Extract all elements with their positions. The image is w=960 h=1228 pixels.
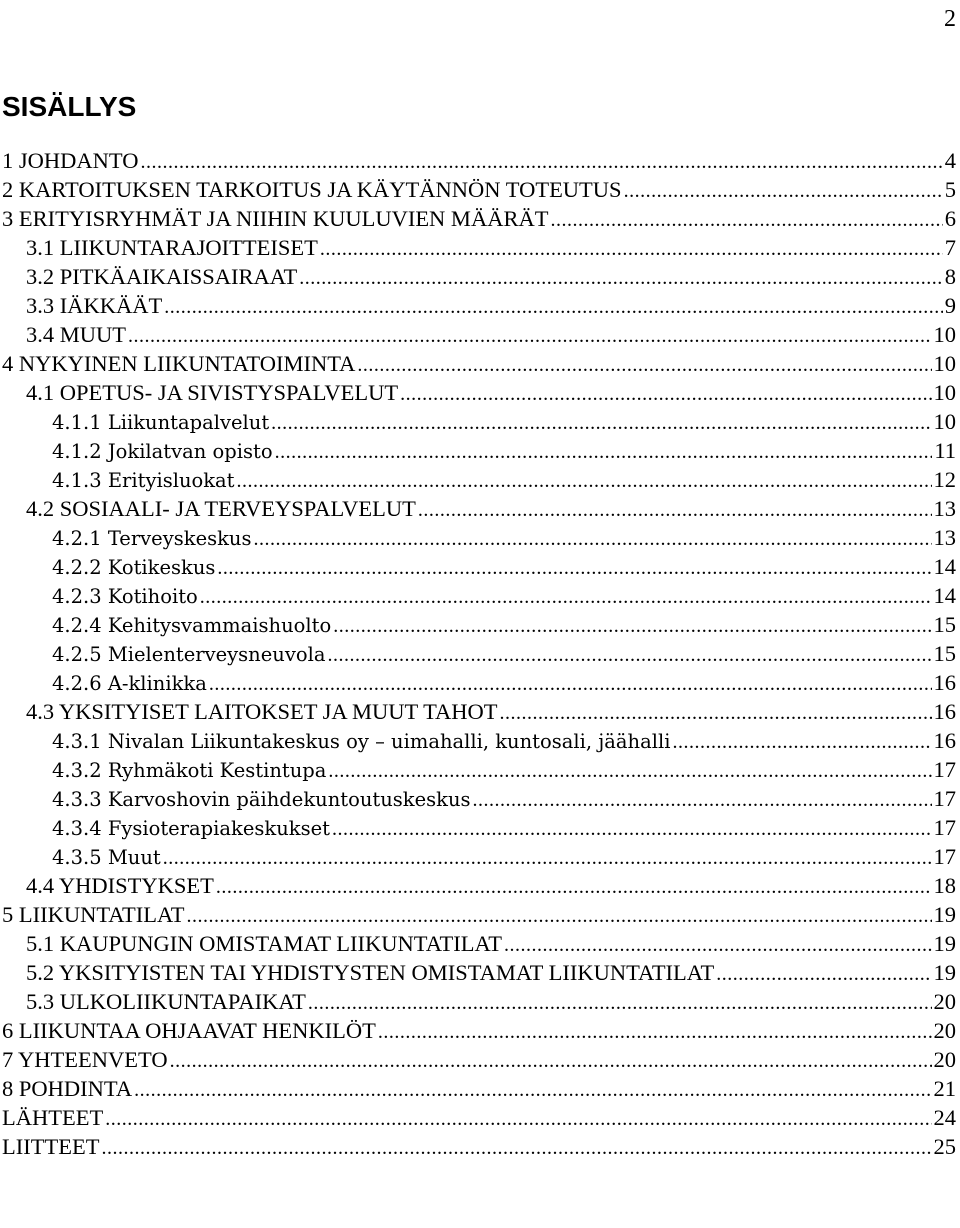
toc-entry-page-number: 10 (933, 351, 956, 376)
toc-dot-leader (237, 467, 932, 496)
toc-entry-title: 8 POHDINTA (2, 1076, 133, 1101)
toc-entry[interactable] (0, 262, 956, 291)
toc-entry[interactable] (0, 929, 956, 958)
toc-entry-title: 3 ERITYISRYHMÄT JA NIIHIN KUULUVIEN MÄÄRÄT (2, 206, 549, 231)
toc-entry-title: 4.2.6 A-klinikka (52, 672, 207, 695)
toc-entry[interactable] (0, 494, 956, 523)
toc-entry[interactable] (0, 784, 956, 813)
toc-entry-page-number: 19 (933, 960, 956, 985)
page-number: 2 (944, 6, 956, 32)
toc-entry[interactable] (0, 291, 956, 320)
toc-entry-page-number: 6 (944, 206, 956, 231)
toc-dot-leader (299, 264, 942, 293)
toc-entry[interactable] (0, 1132, 956, 1161)
toc-entry-page-number: 20 (933, 989, 956, 1014)
toc-entry[interactable] (0, 1103, 956, 1132)
toc-entry-title: 4.3.1 Nivalan Liikuntakeskus oy – uimahalli, kuntosali, jäähalli (52, 730, 671, 753)
toc-entry-page-number: 17 (933, 815, 956, 840)
toc-entry[interactable] (0, 320, 956, 349)
toc-entry-page-number: 14 (933, 583, 956, 608)
toc-entry-page-number: 20 (933, 1018, 956, 1043)
toc-dot-leader (200, 583, 932, 612)
toc-entry-title: 4.3.5 Muut (52, 846, 161, 869)
toc-entry-title: 4.2.4 Kehitysvammaishuolto (52, 614, 332, 637)
toc-entry[interactable] (0, 1045, 956, 1074)
toc-dot-leader (504, 931, 932, 960)
toc-dot-leader (418, 496, 932, 525)
toc-entry-page-number: 10 (933, 409, 956, 434)
toc-entry[interactable] (0, 958, 956, 987)
toc-dot-leader (101, 1134, 931, 1163)
toc-entry-page-number: 16 (933, 728, 956, 753)
toc-entry[interactable] (0, 349, 956, 378)
toc-entry-title: 3.2 PITKÄAIKAISSAIRAAT (26, 264, 298, 289)
toc-entry-title: 5.3 ULKOLIIKUNTAPAIKAT (26, 989, 306, 1014)
toc-dot-leader (164, 293, 943, 322)
toc-dot-leader (187, 902, 932, 931)
toc-entry-title: 5.1 KAUPUNGIN OMISTAMAT LIIKUNTATILAT (26, 931, 502, 956)
toc-entry[interactable] (0, 523, 956, 552)
toc-dot-leader (254, 525, 932, 554)
toc-entry-title: 4.1 OPETUS- JA SIVISTYSPALVELUT (26, 380, 399, 405)
toc-entry-page-number: 16 (933, 699, 956, 724)
toc-entry-page-number: 15 (933, 612, 956, 637)
toc-entry[interactable] (0, 697, 956, 726)
toc-entry[interactable] (0, 987, 956, 1016)
toc-entry-title: 4.3.2 Ryhmäkoti Kestintupa (52, 759, 327, 782)
toc-entry-page-number: 8 (944, 264, 956, 289)
toc-entry-title: LIITTEET (2, 1134, 100, 1159)
toc-entry-title: 4.3 YKSITYISET LAITOKSET JA MUUT TAHOT (26, 699, 498, 724)
toc-entry-title: 6 LIIKUNTAA OHJAAVAT HENKILÖT (2, 1018, 376, 1043)
table-of-contents (0, 146, 956, 1161)
toc-entry[interactable] (0, 1016, 956, 1045)
toc-dot-leader (716, 960, 931, 989)
toc-entry-title: 4.2 SOSIAALI- JA TERVEYSPALVELUT (26, 496, 416, 521)
toc-dot-leader (333, 612, 931, 641)
toc-entry[interactable] (0, 146, 956, 175)
toc-entry-title: 5 LIIKUNTATILAT (2, 902, 185, 927)
toc-dot-leader (357, 351, 931, 380)
toc-dot-leader (550, 206, 942, 235)
toc-entry-page-number: 20 (933, 1047, 956, 1072)
toc-entry-title: 4.2.5 Mielenterveysneuvola (52, 643, 326, 666)
toc-entry-title: 4.1.3 Erityisluokat (52, 469, 235, 492)
toc-entry[interactable] (0, 813, 956, 842)
toc-entry-page-number: 10 (933, 380, 956, 405)
toc-entry-page-number: 9 (944, 293, 956, 318)
toc-dot-leader (275, 438, 933, 467)
toc-entry-page-number: 4 (944, 148, 956, 173)
toc-entry-page-number: 21 (933, 1076, 956, 1101)
toc-entry-page-number: 15 (933, 641, 956, 666)
toc-entry[interactable] (0, 378, 956, 407)
toc-entry-title: 4.2.3 Kotihoito (52, 585, 198, 608)
toc-dot-leader (128, 322, 932, 351)
toc-entry-page-number: 19 (933, 902, 956, 927)
toc-dot-leader (308, 989, 932, 1018)
toc-entry[interactable] (0, 842, 956, 871)
toc-entry[interactable] (0, 465, 956, 494)
toc-entry[interactable] (0, 436, 956, 465)
toc-dot-leader (327, 641, 931, 670)
toc-entry-page-number: 10 (933, 322, 956, 347)
toc-dot-leader (400, 380, 931, 409)
toc-entry-page-number: 7 (944, 235, 956, 260)
toc-dot-leader (271, 409, 931, 438)
toc-dot-leader (320, 235, 943, 264)
toc-entry[interactable] (0, 204, 956, 233)
toc-dot-leader (170, 1047, 932, 1076)
toc-entry-page-number: 18 (933, 873, 956, 898)
toc-entry-title: 4.3.3 Karvoshovin päihdekuntoutuskeskus (52, 788, 471, 811)
toc-entry-title: 1 JOHDANTO (2, 148, 139, 173)
toc-entry-page-number: 14 (933, 554, 956, 579)
toc-entry-page-number: 24 (933, 1105, 956, 1130)
toc-entry-title: 3.4 MUUT (26, 322, 126, 347)
toc-entry-page-number: 16 (933, 670, 956, 695)
toc-dot-leader (473, 786, 932, 815)
toc-entry-page-number: 17 (933, 757, 956, 782)
toc-entry-page-number: 19 (933, 931, 956, 956)
toc-title: SISÄLLYS (2, 91, 137, 122)
toc-entry-title: 4.2.2 Kotikeskus (52, 556, 216, 579)
toc-entry-title: 3.1 LIIKUNTARAJOITTEISET (26, 235, 318, 260)
toc-entry[interactable] (0, 175, 956, 204)
toc-entry[interactable] (0, 900, 956, 929)
toc-entry-title: 4 NYKYINEN LIIKUNTATOIMINTA (2, 351, 356, 376)
toc-entry-page-number: 13 (933, 496, 956, 521)
toc-dot-leader (672, 728, 931, 757)
toc-entry[interactable] (0, 610, 956, 639)
toc-entry-title: LÄHTEET (2, 1105, 104, 1130)
toc-dot-leader (216, 873, 932, 902)
toc-dot-leader (500, 699, 932, 728)
toc-entry-page-number: 25 (933, 1134, 956, 1159)
toc-dot-leader (105, 1105, 931, 1134)
toc-entry[interactable] (0, 726, 956, 755)
toc-entry[interactable] (0, 639, 956, 668)
toc-entry-title: 4.1.2 Jokilatvan opisto (52, 440, 273, 463)
toc-entry-page-number: 11 (934, 438, 956, 463)
toc-entry[interactable] (0, 871, 956, 900)
toc-entry-title: 4.1.1 Liikuntapalvelut (52, 411, 270, 434)
toc-dot-leader (332, 815, 932, 844)
toc-entry-title: 7 YHTEENVETO (2, 1047, 168, 1072)
toc-entry-page-number: 12 (933, 467, 956, 492)
toc-entry[interactable] (0, 407, 956, 436)
toc-dot-leader (134, 1076, 931, 1105)
toc-dot-leader (217, 554, 931, 583)
toc-entry-page-number: 5 (944, 177, 956, 202)
toc-dot-leader (624, 177, 943, 206)
toc-entry[interactable] (0, 1074, 956, 1103)
toc-entry-title: 5.2 YKSITYISTEN TAI YHDISTYSTEN OMISTAMAT LIIKUNTATILAT (26, 960, 715, 985)
toc-dot-leader (328, 757, 931, 786)
toc-entry[interactable] (0, 668, 956, 697)
toc-entry-page-number: 13 (933, 525, 956, 550)
toc-dot-leader (378, 1018, 932, 1047)
toc-entry[interactable] (0, 552, 956, 581)
toc-entry-page-number: 17 (933, 786, 956, 811)
toc-entry-title: 3.3 IÄKKÄÄT (26, 293, 163, 318)
toc-entry[interactable] (0, 233, 956, 262)
toc-entry-title: 4.3.4 Fysioterapiakeskukset (52, 817, 330, 840)
toc-dot-leader (209, 670, 932, 699)
toc-entry-page-number: 17 (933, 844, 956, 869)
toc-entry[interactable] (0, 755, 956, 784)
toc-entry-title: 2 KARTOITUKSEN TARKOITUS JA KÄYTÄNNÖN TOTEUTUS (2, 177, 622, 202)
toc-entry-title: 4.4 YHDISTYKSET (26, 873, 214, 898)
toc-dot-leader (140, 148, 942, 177)
toc-entry-title: 4.2.1 Terveyskeskus (52, 527, 252, 550)
toc-dot-leader (163, 844, 932, 873)
toc-entry[interactable] (0, 581, 956, 610)
